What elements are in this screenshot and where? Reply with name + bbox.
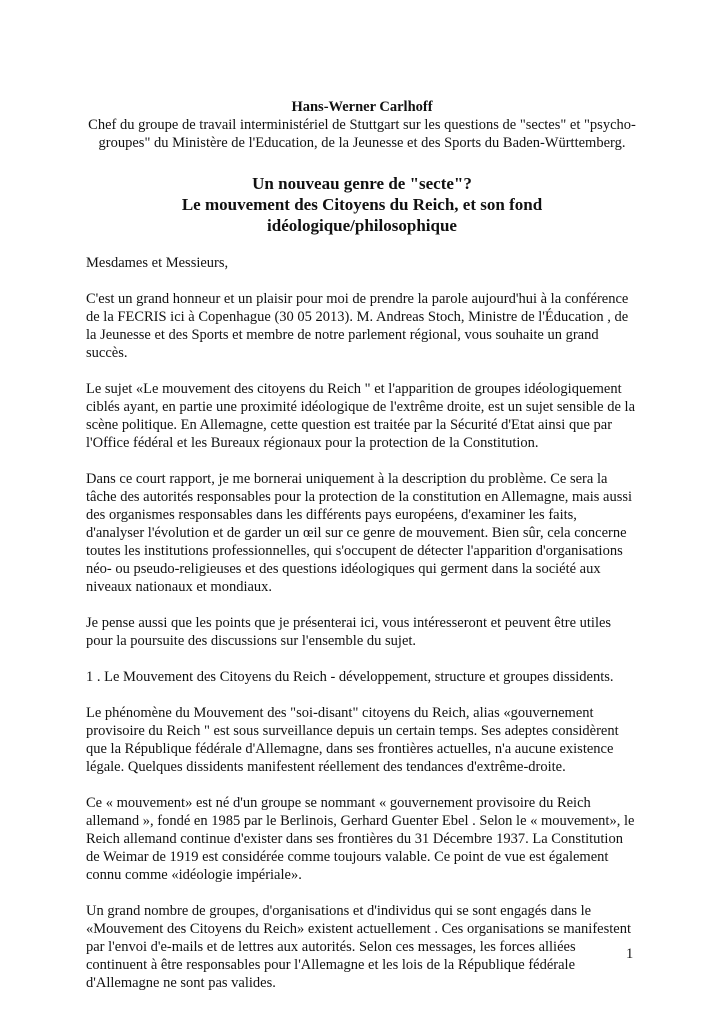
page-number: 1 xyxy=(626,946,634,962)
title-line-1: Un nouveau genre de "secte"? xyxy=(252,174,472,193)
title-line-3: idéologique/philosophique xyxy=(267,216,457,235)
salutation: Mesdames et Messieurs, xyxy=(86,255,229,271)
paragraph-phenomenon: Le phénomène du Mouvement des "soi-disant" citoyens du Reich, alias «gouvernement provisoire du Reich " est sous surveillance depuis un certain temps. Ses adeptes considèrent que la République fédérale d'Allemagne, dans ses frontières actuelles, n'a aucune existence légale. Quelques dissidents manifestent réellement des tendances d'extrême-droite. xyxy=(86,705,619,775)
paragraph-usefulness: Je pense aussi que les points que je présenterai ici, vous intéresseront et peuvent être utiles pour la poursuite des discussions sur l'ensemble du sujet. xyxy=(86,615,612,649)
paragraph-origin: Ce « mouvement» est né d'un groupe se nommant « gouvernement provisoire du Reich allemand », fondé en 1985 par le Berlinois, Gerhard Guenter Ebel . Selon le « mouvement», le Reich allemand continue d'exister dans ses frontières du 31 Décembre 1937. La Constitution de Weimar de 1919 est considérée comme toujours valable. Ce point de vue est également connu comme «idéologie impériale». xyxy=(86,795,635,883)
author-affiliation: Chef du groupe de travail interministériel de Stuttgart sur les questions de "sectes" et "psycho-groupes" du Ministère de l'Education, de la Jeunesse et des Sports du Baden-Württemberg. xyxy=(88,117,636,151)
document-title xyxy=(86,173,638,236)
author-name: Hans-Werner Carlhoff xyxy=(291,99,433,115)
section-heading-1: 1 . Le Mouvement des Citoyens du Reich - développement, structure et groupes dissidents. xyxy=(86,669,614,685)
paragraph-report-scope: Dans ce court rapport, je me bornerai uniquement à la description du problème. Ce sera la tâche des autorités responsables pour la protection de la constitution en Allemagne, mais aussi des organismes responsables dans les différents pays européens, d'examiner les faits, d'analyser l'évolution et de garder un œil sur ce genre de mouvement. Bien sûr, cela concerne toutes les institutions professionnelles, qui s'occupent de détecter l'apparition d'organisations néo- ou pseudo-religieuses et des questions idéologiques qui germent dans la société aux niveaux nationaux et mondiaux. xyxy=(86,471,633,595)
paragraph-subject: Le sujet «Le mouvement des citoyens du Reich " et l'apparition de groupes idéologiquement ciblés ayant, en partie une proximité idéologique de l'extrême droite, est un sujet sensible de la scène politique. En Allemagne, cette question est traitée par la Sécurité d'Etat ainsi que par l'Office fédéral et les Bureaux régionaux pour la protection de la Constitution. xyxy=(86,381,636,451)
document-page xyxy=(86,98,638,992)
paragraph-groups: Un grand nombre de groupes, d'organisations et d'individus qui se sont engagés dans le «Mouvement des Citoyens du Reich» existent actuellement . Ces organisations se manifestent par l'envoi d'e-mails et de lettres aux autorités. Selon ces messages, les forces alliées continuent à être responsables pour l'Allemagne et les lois de la République fédérale d'Allemagne ne sont pas valides. xyxy=(86,903,631,991)
title-line-2: Le mouvement des Citoyens du Reich, et son fond xyxy=(181,195,543,214)
paragraph-intro: C'est un grand honneur et un plaisir pour moi de prendre la parole aujourd'hui à la conférence de la FECRIS ici à Copenhague (30 05 2013). M. Andreas Stoch, Ministre de l'Éducation , de la Jeunesse et des Sports et membre de notre parlement régional, vous souhaite un grand succès. xyxy=(86,291,629,361)
